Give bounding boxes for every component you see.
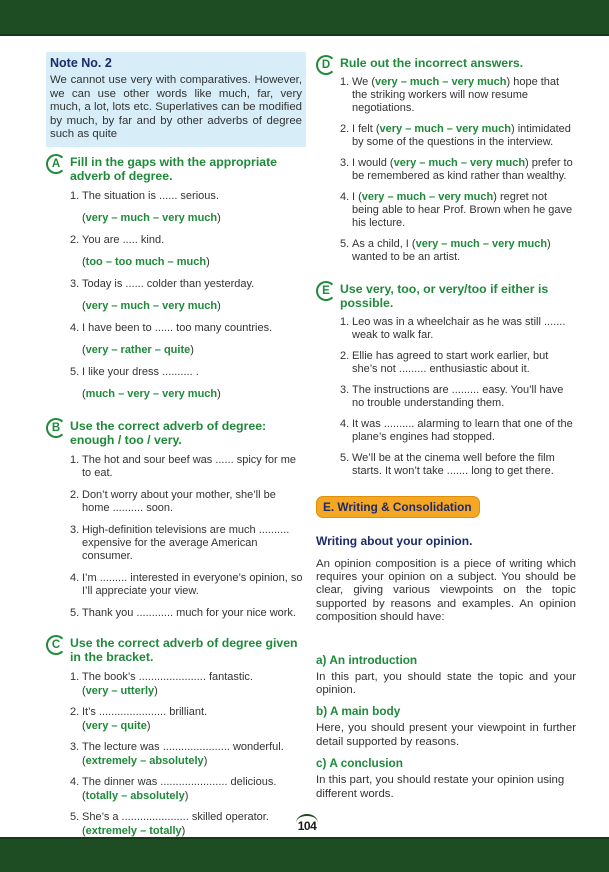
- exercise-c-list: [46, 671, 305, 838]
- item-text-post: ) wanted to be an artist.: [352, 237, 551, 263]
- item-number: 1.: [340, 75, 350, 88]
- list-item: [46, 572, 305, 598]
- header-bar: [0, 0, 609, 36]
- options-text: totally – absolutely: [85, 789, 185, 802]
- item-text: She’s a ...................... skilled operator.: [82, 810, 269, 823]
- item-text-post: ) prefer to be remembered as kind rather than wealthy.: [352, 156, 573, 182]
- page-number: [293, 812, 321, 836]
- exercise-d: [316, 56, 576, 264]
- writing-part-main-body: [316, 704, 576, 749]
- item-text-pre: We (: [352, 75, 376, 88]
- options-text: very – much – very much: [361, 190, 494, 203]
- item-text: It’s ...................... brilliant.: [82, 705, 208, 718]
- item-options: (very – much – very much): [82, 299, 221, 312]
- part-text: In this part, you should restate your opinion using different words.: [316, 774, 565, 800]
- list-item: [46, 322, 305, 357]
- item-number: 4.: [70, 571, 80, 584]
- exercise-e-letter-icon: E: [316, 281, 336, 301]
- item-number: 5.: [340, 451, 350, 464]
- list-item: [46, 741, 305, 768]
- exercise-a-letter-icon: A: [46, 154, 66, 174]
- list-item: [316, 191, 576, 230]
- exercise-b: [46, 419, 305, 620]
- part-text: Here, you should present your viewpoint in further detail supported by reasons.: [316, 722, 576, 748]
- item-number: 1.: [340, 315, 350, 328]
- list-item: [316, 350, 576, 376]
- options-text: very – much – very much: [375, 75, 507, 88]
- exercise-a-heading: [46, 155, 305, 184]
- item-text-post: ) hope that the striking workers will now resume negotiations.: [352, 75, 560, 114]
- item-number: 1.: [70, 670, 80, 683]
- exercise-c: [46, 636, 305, 838]
- item-number: 2.: [70, 233, 80, 246]
- options-text: very – much – very much: [393, 156, 526, 169]
- item-number: 2.: [70, 705, 80, 718]
- exercise-c-letter-icon: C: [46, 635, 66, 655]
- exercise-c-heading: [46, 636, 305, 665]
- item-text: Today is ...... colder than yesterday.: [82, 277, 255, 290]
- exercise-a-title: Fill in the gaps with the appropriate adverb of degree.: [70, 154, 278, 184]
- item-text-pre: I felt (: [352, 122, 380, 135]
- item-number: 5.: [70, 606, 80, 619]
- list-item: [46, 234, 305, 269]
- part-heading: b) A main body: [316, 704, 401, 719]
- item-number: 3.: [70, 523, 80, 536]
- list-item: [46, 607, 305, 620]
- item-options: (very – rather – quite): [82, 343, 194, 356]
- options-text: very – quite: [85, 719, 147, 732]
- options-text: very – much – very much: [379, 122, 511, 135]
- list-item: [46, 671, 305, 698]
- item-options: (extremely – totally): [82, 824, 186, 837]
- exercise-e: [316, 282, 576, 478]
- item-number: 2.: [340, 122, 350, 135]
- item-number: 2.: [70, 488, 80, 501]
- item-number: 4.: [340, 417, 350, 430]
- right-column: [316, 56, 576, 801]
- item-text: Don’t worry about your mother, she’ll be home .......... soon.: [82, 488, 276, 514]
- item-number: 4.: [340, 190, 350, 203]
- list-item: [46, 776, 305, 803]
- item-text: The hot and sour beef was ...... spicy for me to eat.: [82, 453, 296, 479]
- list-item: [46, 190, 305, 225]
- list-item: [316, 238, 576, 264]
- item-text-pre: I (: [352, 190, 362, 203]
- part-heading: a) An introduction: [316, 652, 418, 667]
- list-item: [46, 366, 305, 401]
- item-text: The dinner was ...................... delicious.: [82, 775, 277, 788]
- options-text: very – utterly: [85, 684, 155, 697]
- item-number: 2.: [340, 349, 350, 362]
- list-item: [46, 811, 305, 838]
- note-title: Note No. 2: [50, 56, 112, 70]
- item-number: 4.: [70, 321, 80, 334]
- list-item: [316, 157, 576, 183]
- item-options: (too – too much – much): [82, 255, 210, 268]
- exercise-d-letter-icon: D: [316, 55, 336, 75]
- item-text-post: ) intimidated by some of the questions in the interview.: [352, 122, 571, 148]
- item-number: 5.: [340, 237, 350, 250]
- item-text: I’m ......... interested in everyone’s opinion, so I’ll appreciate your view.: [82, 571, 303, 597]
- item-number: 4.: [70, 775, 80, 788]
- item-options: (very – utterly): [82, 684, 158, 697]
- exercise-d-heading: [316, 56, 576, 71]
- item-text: The situation is ...... serious.: [82, 189, 219, 202]
- list-item: [316, 452, 576, 478]
- exercise-d-list: [316, 76, 576, 264]
- exercise-b-title: Use the correct adverb of degree: enough / too / very.: [70, 418, 267, 448]
- options-text: very – much – very much: [85, 299, 218, 312]
- list-item: [46, 706, 305, 733]
- options-text: very – much – very much: [415, 237, 548, 250]
- item-options: (very – much – very much): [82, 211, 221, 224]
- item-text: Ellie has agreed to start work earlier, but she’s not ......... enthusiastic about it.: [352, 349, 549, 375]
- list-item: [46, 454, 305, 480]
- item-number: 3.: [70, 740, 80, 753]
- item-text-post: ) regret not being able to hear Prof. Brown when he gave his lecture.: [352, 190, 573, 229]
- writing-part-introduction: [316, 653, 576, 698]
- part-text: In this part, you should state the topic and your opinion.: [316, 670, 576, 696]
- item-text-pre: I would (: [352, 156, 394, 169]
- options-text: extremely – totally: [85, 824, 182, 837]
- item-options: (very – quite): [82, 719, 151, 732]
- exercise-c-title: Use the correct adverb of degree given in the bracket.: [70, 635, 298, 665]
- item-number: 3.: [340, 383, 350, 396]
- item-text: The book’s ...................... fantastic.: [82, 670, 253, 683]
- item-number: 5.: [70, 365, 80, 378]
- page-number-text: 104: [297, 819, 317, 833]
- exercise-b-heading: [46, 419, 305, 448]
- item-number: 3.: [70, 277, 80, 290]
- list-item: [316, 384, 576, 410]
- options-text: very – rather – quite: [85, 343, 191, 356]
- exercise-e-list: [316, 316, 576, 478]
- section-badge: E. Writing & Consolidation: [316, 496, 480, 518]
- exercise-b-list: [46, 454, 305, 620]
- list-item: [46, 489, 305, 515]
- list-item: [316, 76, 576, 115]
- exercise-a: [46, 155, 305, 401]
- left-column: [46, 52, 305, 838]
- item-options: (totally – absolutely): [82, 789, 189, 802]
- exercise-e-heading: [316, 282, 576, 311]
- list-item: [316, 316, 576, 342]
- writing-part-conclusion: [316, 756, 576, 801]
- item-text: I like your dress .......... .: [82, 365, 199, 378]
- item-number: 5.: [70, 810, 80, 823]
- note-text: We cannot use very with comparatives. However, we can use other words like much, far, very much, a lot, lots etc. Superlatives can be modified by much, by far and by other adverbs of degree such as quite: [50, 74, 302, 141]
- item-text: You are ..... kind.: [82, 233, 165, 246]
- item-text: We’ll be at the cinema well before the film starts. It won’t take ....... long to get there.: [352, 451, 555, 477]
- writing-subtitle: Writing about your opinion.: [316, 533, 473, 548]
- item-text: Leo was in a wheelchair as he was still ....... weak to walk far.: [352, 315, 566, 341]
- exercise-e-title: Use very, too, or very/too if either is possible.: [340, 281, 549, 310]
- options-text: very – much – very much: [85, 211, 218, 224]
- item-text: I have been to ...... too many countries.: [82, 321, 273, 334]
- list-item: [316, 123, 576, 149]
- list-item: [316, 418, 576, 444]
- note-box: [46, 52, 306, 147]
- writing-section: [316, 496, 576, 801]
- item-options: (much – very – very much): [82, 387, 221, 400]
- item-number: 1.: [70, 453, 80, 466]
- item-options: (extremely – absolutely): [82, 754, 208, 767]
- item-text-pre: As a child, I (: [352, 237, 416, 250]
- writing-intro: An opinion composition is a piece of writing which requires your opinion on a subject. You should be clear, giving various viewpoints on the topic supported by reasons and examples. An opinion composition should have:: [316, 557, 576, 624]
- footer-bar: [0, 837, 609, 872]
- item-text: High-definition televisions are much .......... expensive for the average American consumer.: [82, 523, 290, 562]
- exercise-d-title: Rule out the incorrect answers.: [340, 56, 524, 70]
- exercise-b-letter-icon: B: [46, 418, 66, 438]
- options-text: too – too much – much: [85, 255, 207, 268]
- item-number: 1.: [70, 189, 80, 202]
- list-item: [46, 278, 305, 313]
- item-number: 3.: [340, 156, 350, 169]
- options-text: much – very – very much: [85, 387, 218, 400]
- item-text: The instructions are ......... easy. You’ll have no trouble understanding them.: [352, 383, 564, 409]
- part-heading: c) A conclusion: [316, 756, 403, 771]
- exercise-a-list: [46, 190, 305, 401]
- list-item: [46, 524, 305, 563]
- item-text: It was .......... alarming to learn that one of the plane’s engines had stopped.: [352, 417, 573, 443]
- options-text: extremely – absolutely: [85, 754, 204, 767]
- item-text: The lecture was ...................... wonderful.: [82, 740, 284, 753]
- item-text: Thank you ............ much for your nice work.: [82, 606, 296, 619]
